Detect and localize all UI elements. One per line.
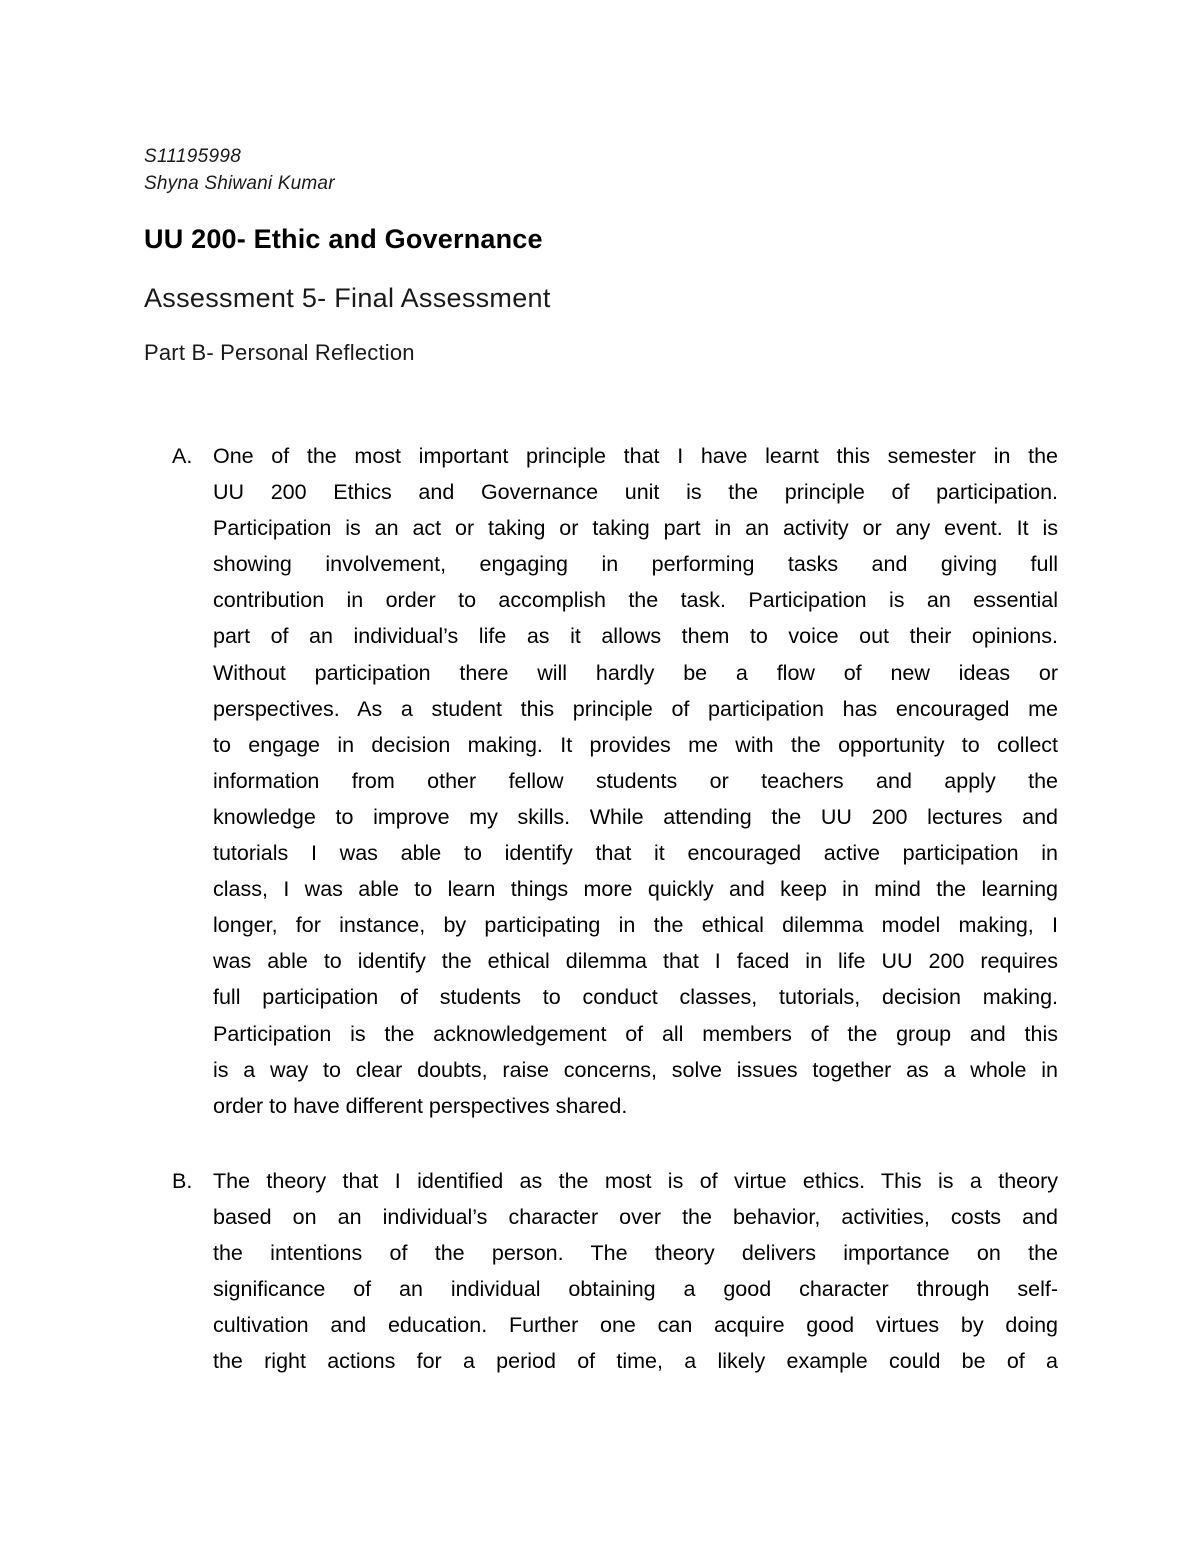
text-line: contribution in order to accomplish the task. Participation is an essential bbox=[213, 588, 1058, 613]
text-line: the intentions of the person. The theory delivers importance on the bbox=[213, 1241, 1058, 1266]
text-line: order to have different perspectives shared. bbox=[213, 1093, 628, 1118]
text-line: class, I was able to learn things more quickly and keep in mind the learning bbox=[213, 877, 1058, 902]
text-line: full participation of students to conduct classes, tutorials, decision making. bbox=[213, 985, 1058, 1010]
text-line: Participation is an act or taking or taking part in an activity or any event. It is bbox=[213, 516, 1058, 541]
text-line: cultivation and education. Further one can acquire good virtues by doing bbox=[213, 1313, 1058, 1338]
assessment-title: Assessment 5- Final Assessment bbox=[144, 283, 551, 313]
paragraph-b bbox=[213, 1163, 1058, 1380]
text-line: The theory that I identified as the most is of virtue ethics. This is a theory bbox=[213, 1169, 1058, 1193]
text-line: part of an individual’s life as it allows them to voice out their opinions. bbox=[213, 624, 1058, 649]
part-title: Part B- Personal Reflection bbox=[144, 340, 415, 365]
text-line: tutorials I was able to identify that it encouraged active participation in bbox=[213, 841, 1058, 866]
text-line: longer, for instance, by participating in the ethical dilemma model making, I bbox=[213, 913, 1058, 938]
list-marker-b: B. bbox=[172, 1169, 193, 1193]
text-line: perspectives. As a student this principle of participation has encouraged me bbox=[213, 696, 1058, 721]
text-line: information from other fellow students or teachers and apply the bbox=[213, 768, 1058, 793]
text-line: the right actions for a period of time, a likely example could be of a bbox=[213, 1349, 1058, 1374]
paragraph-a bbox=[213, 438, 1058, 1124]
course-title: UU 200- Ethic and Governance bbox=[144, 224, 543, 254]
text-line: showing involvement, engaging in performing tasks and giving full bbox=[213, 552, 1058, 577]
text-line: Without participation there will hardly be a flow of new ideas or bbox=[213, 660, 1058, 685]
text-line: was able to identify the ethical dilemma that I faced in life UU 200 requires bbox=[213, 949, 1058, 974]
text-line: knowledge to improve my skills. While attending the UU 200 lectures and bbox=[213, 804, 1058, 829]
text-line: based on an individual’s character over the behavior, activities, costs and bbox=[213, 1205, 1058, 1230]
text-line: Participation is the acknowledgement of all members of the group and this bbox=[213, 1021, 1058, 1046]
list-item-a bbox=[172, 438, 1058, 1124]
text-line: One of the most important principle that I have learnt this semester in the bbox=[213, 444, 1058, 468]
text-line: is a way to clear doubts, raise concerns, solve issues together as a whole in bbox=[213, 1057, 1058, 1082]
text-line: to engage in decision making. It provides me with the opportunity to collect bbox=[213, 732, 1058, 757]
text-line: UU 200 Ethics and Governance unit is the principle of participation. bbox=[213, 480, 1058, 505]
student-id: S11195998 bbox=[144, 146, 242, 167]
text-line: significance of an individual obtaining a good character through self- bbox=[213, 1277, 1058, 1302]
list-marker-a: A. bbox=[172, 444, 193, 468]
list-item-b bbox=[172, 1163, 1058, 1380]
student-name: Shyna Shiwani Kumar bbox=[144, 173, 335, 194]
